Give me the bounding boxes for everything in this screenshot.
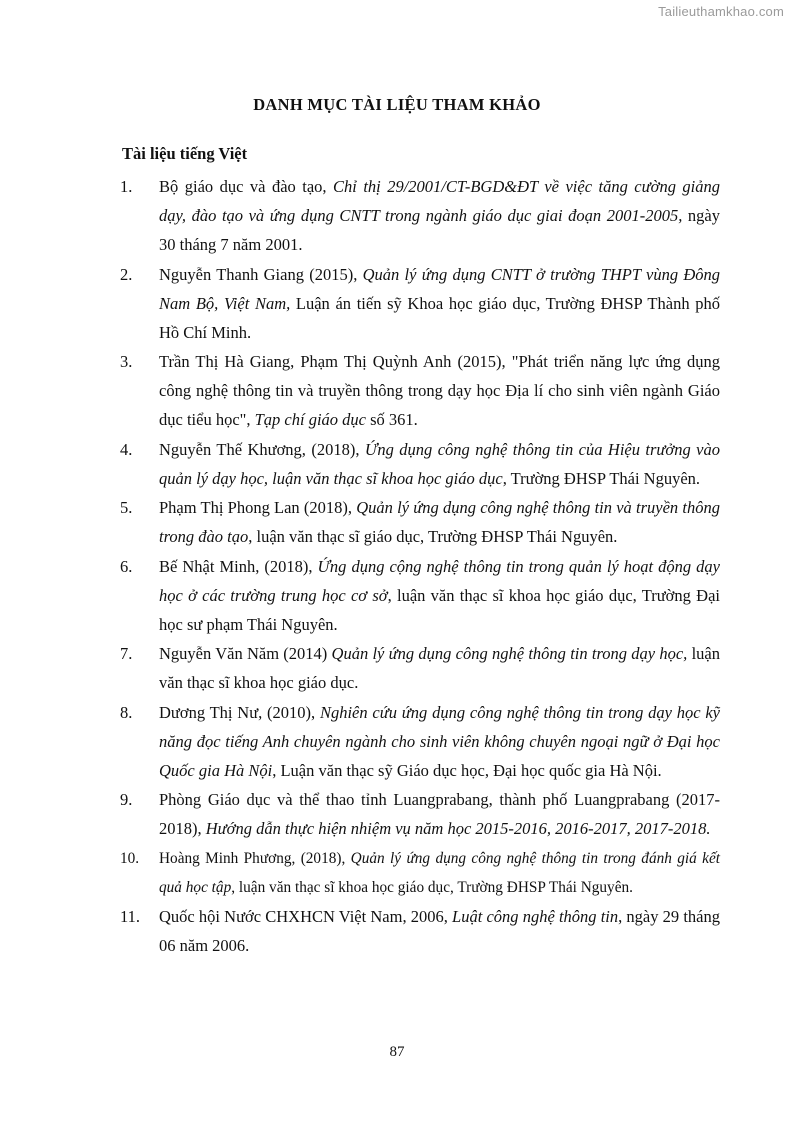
reference-title: Tạp chí giáo dục xyxy=(254,410,366,429)
reference-item-2 xyxy=(120,260,720,347)
reference-item-9 xyxy=(120,785,720,843)
reference-text: , Trường ĐHSP Thái Nguyên. xyxy=(502,468,701,488)
reference-text: luận văn thạc sĩ khoa học giáo dục. xyxy=(159,644,720,692)
reference-number: 1. xyxy=(120,177,133,196)
watermark: Tailieuthamkhao.com xyxy=(658,4,784,19)
reference-number: 2. xyxy=(120,264,133,284)
page-title: DANH MỤC TÀI LIỆU THAM KHẢO xyxy=(253,95,541,114)
reference-text: Bế Nhật Minh, (2018), xyxy=(159,556,318,576)
reference-text: Hoàng Minh Phương, (2018), xyxy=(159,849,351,867)
reference-title: Luật công nghệ thông tin xyxy=(452,907,619,926)
reference-number: 4. xyxy=(120,439,133,459)
reference-number: 7. xyxy=(120,644,133,663)
page-number: 87 xyxy=(389,1044,405,1060)
reference-text: Nguyễn Văn Năm (2014) xyxy=(159,644,332,663)
reference-text: , luận văn thạc sĩ khoa học giáo dục, Trường ĐHSP Thái Nguyên. xyxy=(231,878,633,896)
reference-text: Nguyễn Thanh Giang (2015), xyxy=(159,264,363,284)
reference-title: Ứng dụng công nghệ thông tin của Hiệu trưởng vào quản lý dạy học, luận văn thạc sĩ khoa học giáo dục xyxy=(159,439,720,488)
reference-text: Phạm Thị Phong Lan (2018), xyxy=(159,498,357,517)
reference-item-8 xyxy=(120,698,720,785)
reference-title: Chỉ thị 29/2001/CT-BGD&ĐT về việc tăng cường giảng dạy, đào tạo và ứng dụng CNTT trong ngành giáo dục giai đoạn 2001-2005, xyxy=(159,177,720,225)
reference-text: Dương Thị Nư, (2010), xyxy=(159,702,320,722)
section-heading: Tài liệu tiếng Việt xyxy=(122,144,248,163)
reference-text: số 361. xyxy=(366,410,418,429)
reference-text: Bộ giáo dục và đào tạo, xyxy=(159,177,334,196)
reference-item-4 xyxy=(120,435,720,493)
reference-title: Hướng dẫn thực hiện nhiệm vụ năm học 2015-2016, 2016-2017, 2017-2018. xyxy=(205,819,711,838)
reference-title: Quản lý ứng dụng công nghệ thông tin trong dạy học, xyxy=(331,644,688,663)
reference-text: Luận án tiến sỹ Khoa học giáo dục, Trường ĐHSP Thành phố Hồ Chí Minh. xyxy=(159,293,720,342)
reference-number: 10. xyxy=(120,849,140,867)
reference-title: Quản lý ứng dụng công nghệ thông tin trong đánh giá kết quả học tập xyxy=(159,849,720,896)
reference-number: 5. xyxy=(120,498,133,517)
reference-number: 6. xyxy=(120,556,133,576)
reference-item-6 xyxy=(120,552,720,639)
reference-text: Quốc hội Nước CHXHCN Việt Nam, 2006, xyxy=(159,907,453,926)
reference-item-3 xyxy=(120,347,720,434)
reference-item-5 xyxy=(120,493,720,551)
reference-text: , ngày 29 tháng 06 năm 2006. xyxy=(159,907,720,955)
reference-item-10 xyxy=(120,844,720,902)
reference-text: , luận văn thạc sĩ giáo dục, Trường ĐHSP Thái Nguyên. xyxy=(248,527,618,546)
reference-number: 3. xyxy=(120,352,133,371)
reference-title: Quản lý ứng dụng công nghệ thông tin và truyền thông trong đào tạo xyxy=(159,498,720,546)
reference-number: 11. xyxy=(120,907,141,926)
reference-text: Trần Thị Hà Giang, Phạm Thị Quỳnh Anh (2015), "Phát triển năng lực ứng dụng công nghệ thông tin và truyền thông trong dạy học Địa lí cho sinh viên ngành Giáo dục tiểu học", xyxy=(159,352,720,429)
reference-list xyxy=(120,172,720,961)
reference-item-7 xyxy=(120,639,720,697)
reference-title: Quản lý ứng dụng CNTT ở trường THPT vùng Đông Nam Bộ, Việt Nam, xyxy=(159,264,721,313)
reference-text: ngày 30 tháng 7 năm 2001. xyxy=(159,206,720,254)
reference-text: , Luận văn thạc sỹ Giáo dục học, Đại học quốc gia Hà Nội. xyxy=(272,760,662,780)
reference-text: , luận văn thạc sĩ khoa học giáo dục, Trường Đại học sư phạm Thái Nguyên. xyxy=(159,585,720,634)
reference-text: Nguyễn Thế Khương, (2018), xyxy=(159,439,365,459)
reference-number: 9. xyxy=(120,790,133,809)
reference-text: Phòng Giáo dục và thể thao tỉnh Luangprabang, thành phố Luangprabang (2017-2018), xyxy=(159,790,720,838)
reference-title: Nghiên cứu ứng dụng công nghệ thông tin trong dạy học kỹ năng đọc tiếng Anh chuyên ngành cho sinh viên không chuyên ngoại ngữ ở Đại học Quốc gia Hà Nội xyxy=(159,702,720,780)
reference-title: Ứng dụng cộng nghệ thông tin trong quản lý hoạt động dạy học ở các trường trung học cơ sở xyxy=(159,556,720,605)
reference-number: 8. xyxy=(120,702,133,722)
reference-item-1 xyxy=(120,172,720,259)
reference-item-11 xyxy=(120,902,720,960)
